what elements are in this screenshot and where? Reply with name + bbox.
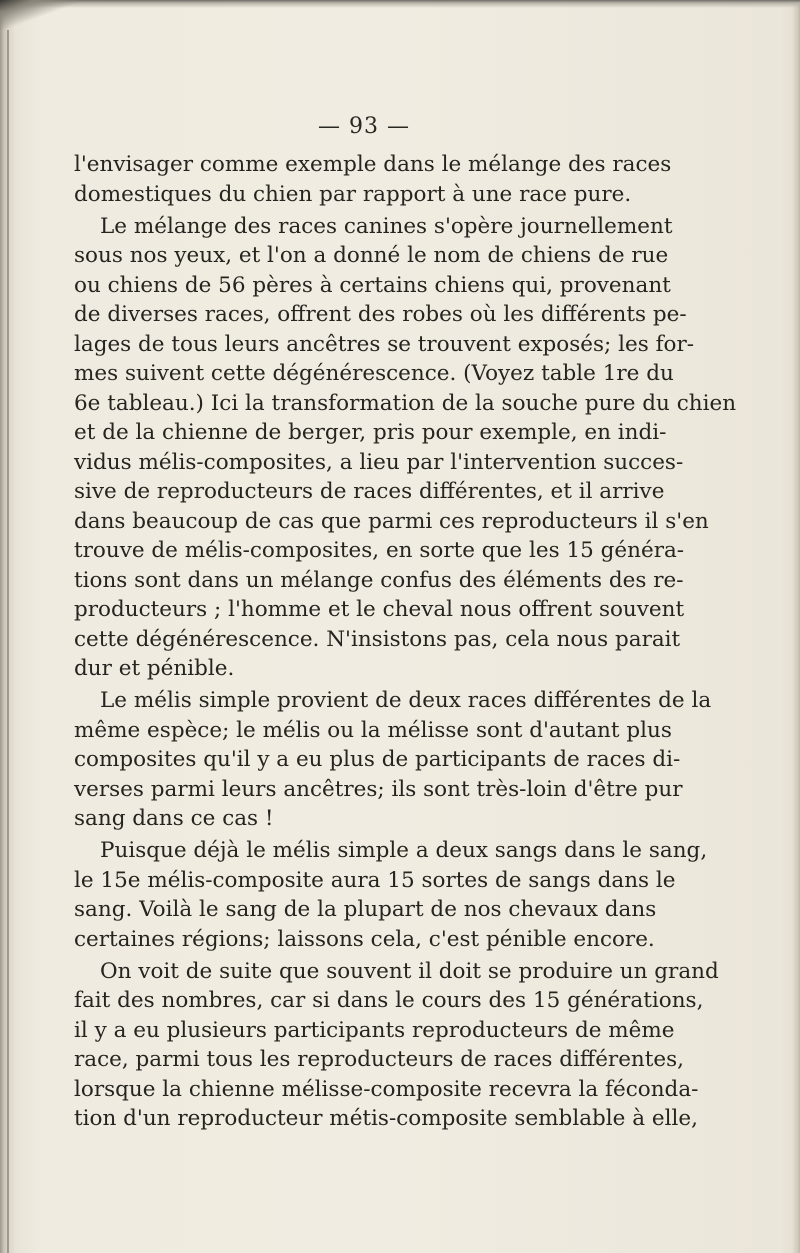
text-line: ou chiens de 56 pères à certains chiens qui, provenant (74, 272, 671, 298)
text-line: sous nos yeux, et l'on a donné le nom de chiens de rue (74, 243, 669, 268)
text-line: On voit de suite que souvent il doit se produire un grand (100, 958, 719, 984)
text-line: lorsque la chienne mélisse-composite recevra la féconda- (74, 1076, 699, 1102)
text-line: certaines régions; laissons cela, c'est pénible encore. (74, 926, 655, 952)
page-number: — 93 — (318, 114, 410, 139)
paragraph (74, 150, 672, 209)
page-right-edge (792, 0, 800, 1253)
text-line: lages de tous leurs ancêtres se trouvent exposés; les for- (74, 331, 695, 357)
paragraph (74, 212, 737, 684)
text-line: sang dans ce cas ! (74, 806, 274, 831)
body-text (74, 150, 737, 1134)
text-line: Puisque déjà le mélis simple a deux sangs dans le sang, (100, 838, 708, 863)
book-gutter-line (7, 30, 9, 1253)
text-line: verses parmi leurs ancêtres; ils sont très-loin d'être pur (74, 776, 683, 802)
text-line: composites qu'il y a eu plus de participants de races di- (74, 747, 681, 772)
text-line: même espèce; le mélis ou la mélisse sont d'autant plus (74, 717, 672, 743)
page-top-edge (0, 0, 800, 8)
text-line: Le mélange des races canines s'opère journellement (100, 213, 673, 239)
text-line: vidus mélis-composites, a lieu par l'intervention succes- (74, 449, 684, 475)
text-line: race, parmi tous les reproducteurs de races différentes, (74, 1047, 685, 1072)
paragraph (74, 686, 712, 834)
text-line: dans beaucoup de cas que parmi ces reproducteurs il s'en (74, 508, 709, 534)
page-top-corner-shadow (0, 0, 90, 30)
paragraph (74, 957, 719, 1134)
text-line: cette dégénérescence. N'insistons pas, cela nous parait (74, 626, 681, 652)
text-line: sive de reproducteurs de races différentes, et il arrive (74, 479, 665, 504)
text-line: et de la chienne de berger, pris pour exemple, en indi- (74, 420, 667, 445)
text-line: dur et pénible. (74, 656, 235, 681)
text-line: mes suivent cette dégénérescence. (Voyez table 1re du (74, 361, 674, 386)
text-line: domestiques du chien par rapport à une race pure. (74, 181, 632, 207)
text-line: sang. Voilà le sang de la plupart de nos chevaux dans (74, 897, 657, 922)
text-line: l'envisager comme exemple dans le mélange des races (74, 152, 672, 177)
text-line: Le mélis simple provient de deux races différentes de la (100, 688, 712, 713)
text-line: fait des nombres, car si dans le cours des 15 générations, (74, 988, 704, 1013)
text-line: tion d'un reproducteur métis-composite semblable à elle, (74, 1106, 698, 1131)
text-line: producteurs ; l'homme et le cheval nous offrent souvent (74, 597, 685, 622)
text-line: 6e tableau.) Ici la transformation de la souche pure du chien (74, 390, 737, 416)
text-line: trouve de mélis-composites, en sorte que les 15 généra- (74, 538, 685, 563)
paragraph (74, 836, 708, 954)
text-line: de diverses races, offrent des robes où les différents pe- (74, 302, 687, 327)
text-line: tions sont dans un mélange confus des éléments des re- (74, 567, 684, 593)
text-line: il y a eu plusieurs participants reproducteurs de même (74, 1017, 675, 1043)
text-line: le 15e mélis-composite aura 15 sortes de sangs dans le (74, 867, 676, 893)
